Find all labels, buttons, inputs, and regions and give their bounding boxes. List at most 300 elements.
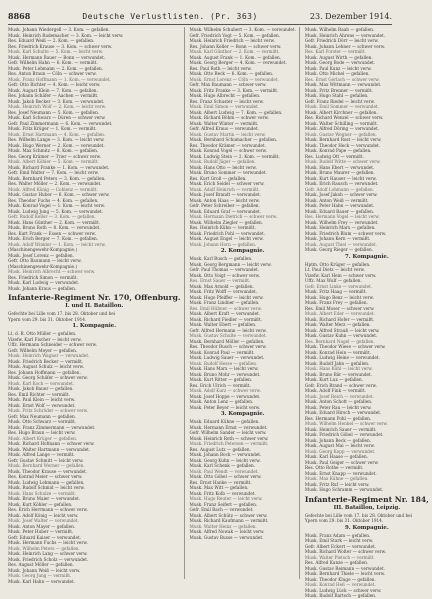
publication-title: Deutsche Verlustlisten. (Pr. 363) (82, 11, 258, 21)
entry-line: Musk. Franz Lindner — gefallen. (189, 300, 260, 305)
entry-line: Musk. Konrad Pape — gefallen. (304, 148, 372, 153)
entry-line: Gefr. Friedrich Vogt — 5. Kom. — gefallen. (189, 32, 281, 38)
entry-line: Musk. Anton Lenz — gefallen. (189, 399, 254, 404)
entry-line: Musk. Hans Günther — 2. Kom. — vermißt. (8, 219, 101, 225)
entry-line: Musk. Paul Kunz — leicht verw. (304, 65, 372, 71)
entry-line: Musk. Emil Simon — verwundet. (189, 104, 260, 109)
entry-line: Musk. Walter Merz — gefallen. (304, 322, 371, 327)
entry-line: Musk. Heinrich Albrecht — schwer verw. (8, 269, 96, 274)
entry-line: Musk. Hugo Pfeiffer — leicht verw. (189, 294, 264, 300)
entry-line: Musk. Heinrich Rademacher — 3. Kom. — leicht verw. (8, 32, 124, 38)
column-1-lines-bottom (8, 331, 181, 584)
entry-line: Musk. Georg Jung — vermißt. (8, 573, 72, 578)
column-1-lines-top (8, 27, 181, 291)
column-3-lines-mid (305, 262, 429, 493)
entry-line: Musk. Alfred Lange — vermißt. (8, 452, 75, 457)
entry-line: Musk. Bruno Sommer — verwundet. (189, 170, 267, 175)
entry-line: Musk. Fritz Ruf — leicht verw. (304, 481, 370, 487)
entry-line: Musk. Karl Busch — gefallen. (189, 256, 253, 261)
entry-line: Musk. Alfred Döring — verwundet. (304, 126, 380, 131)
entry-line: Musk. Hugo Stahl — gefallen. (304, 93, 369, 98)
entry-line: Musk. Kurt Köhler — gefallen. (8, 501, 73, 507)
entry-line: Musk. Otto Beck — 6. Kom. — gefallen. (189, 71, 274, 76)
entry-line: Musk. Wilhelm Schubert — 3. Kom. — verwundet. (189, 27, 296, 32)
entry-line: Res. Wilhelm Lange — 3. Kom. — leicht verw. (8, 137, 105, 142)
entry-line: Musk. Paul Wendt — verwundet. (189, 468, 259, 474)
entry-line: Musk. Paul Klein — leicht verw. (8, 397, 76, 402)
issue-date: 23. Dezember 1914. (309, 11, 392, 21)
entry-line: Musk. Richard Böhm — schwer verw. (189, 115, 269, 120)
entry-line: Musk. Walter Schilling — vermißt. (304, 120, 378, 126)
entry-line: Musk. Eduard Graf — verwundet. (189, 208, 262, 214)
entry-line: Musk. Erich Rausch — verwundet. (304, 181, 379, 186)
entry-line: Musk. Franz Adam — gefallen. (304, 532, 371, 538)
entry-line: Musk. Johann Kraus — gefallen. (8, 285, 77, 291)
entry-line: Musk. Peter Beyer — leicht verw. (189, 404, 261, 410)
entry-line: Musk. Georg Rieger — gefallen. (304, 247, 373, 252)
entry-line: Musk. Friedrich Becker — vermißt. (8, 358, 84, 364)
entry-line: Vizefw. Karl Fischer — leicht verw. (8, 336, 82, 342)
entry-line: Musk. Max Schmitz — 8. Kom. — gefallen. (8, 148, 99, 153)
entry-line: Musk. Johann Horn — gefallen. (189, 241, 257, 247)
entry-line: Res. Emil Richter — vermißt. (8, 391, 70, 397)
entry-line: Musk. Heinrich Friedrich — leicht verw. (189, 38, 275, 43)
entry-line: Musk. Friedrich Blum — schwer verw. (304, 230, 387, 236)
entry-line: Musk. Peter Rau — leicht verw. (304, 404, 372, 410)
entry-line: Musk. Adolf König — leicht verw. (8, 512, 79, 518)
entry-line: Ypern vom 29. bis 31. Oktober 1914. (304, 518, 384, 523)
entry-line: Musk. Paul Geiger — schwer verw. (304, 459, 379, 465)
entry-line: Musk. Alfred König — Coblenz — vermißt. (8, 186, 98, 192)
entry-line: Musk. Max Witt — gefallen. (189, 485, 249, 490)
entry-line: Gefr. Franz Riedel — leicht verw. (304, 98, 375, 104)
entry-line: Musk. August Frank — 1. Kom. — gefallen. (189, 54, 282, 60)
entry-line: Res. Emil Moser — schwer verw. (304, 305, 375, 311)
entry-line: Gefr. Friedrich Dörr — leicht verw. (304, 38, 379, 43)
entry-line: Musk. Anton Schott — gefallen. (304, 399, 373, 404)
entry-line: Musk. Rudolf Bartsch — gefallen. (304, 593, 377, 598)
entry-line: Musk. Georg Berger — 4. Kom. — verwundet. (189, 60, 287, 65)
entry-line: Musk. Franz Hoffmann — 1. Kom. — verwundet. (8, 76, 111, 82)
entry-line: Musk. Peter Lehmann — 2. Kom. — gefallen. (8, 65, 104, 71)
entry-line: Res. Richard Wenzel — schwer verw. (304, 115, 384, 120)
entry-line: Res. Theodor Krämer — verwundet. (189, 142, 266, 148)
entry-line: Musk. Johann Weiß — leicht verw. (8, 567, 81, 573)
entry-line: Musk. Hugo Werner — 2. Kom. — verwundet. (8, 142, 105, 148)
entry-line: Musk. Hans Marx — leicht verw. (189, 366, 259, 371)
entry-line: Vizefw. Karl Hein — schwer verw. (304, 272, 377, 278)
entry-line: Gefr. Emil Bach — verwundet. (189, 507, 254, 512)
entry-line: Musk. Friedrich Pohl — verwundet. (189, 230, 266, 236)
entry-line: Musk. Richard Fiedler — vermißt. (189, 316, 262, 322)
entry-line: Musk. Friedrich Petersen — vermißt. (189, 441, 269, 446)
entry-line: Musk. Richard Franke — 1. Kom. — verwundet. (8, 164, 110, 170)
entry-line: Musk. Walter Winter — vermißt. (189, 120, 259, 126)
entry-line: Musk. Hugo Schramm — verwundet. (304, 487, 384, 492)
entry-line: Musk. Karl Schenk — gefallen. (189, 463, 256, 468)
entry-line: Uffz. Hermann Schneider — schwer verw. (8, 342, 97, 347)
entry-line: Musk. Adolf Kurz — schwer verw. (189, 388, 261, 393)
entry-line: Musk. Eduard Bauer — gefallen. (304, 208, 375, 214)
entry-line: Musk. Peter Hahn — verwundet. (304, 203, 375, 208)
entry-line: Gefr. Wilhelm Hahn — 6. Kom. — vermißt. (8, 60, 98, 65)
entry-line: Musk. Fritz Brenner — vermißt. (304, 87, 373, 93)
entry-line: Res. August Lutz — gefallen. (189, 446, 251, 452)
regiment-heading-2: Infanterie-Regiment Nr. 184, (304, 494, 429, 504)
entry-line: Res. Karl Forster — vermißt. (304, 49, 366, 54)
page-number: 8868 (8, 11, 31, 21)
entry-line: Res. Erich Ulrich — vermißt. (189, 382, 251, 388)
entry-line: Musk. Gustav Busse — verwundet. (189, 534, 264, 540)
entry-line: Lt. Paul Dietz — leicht verw. (304, 267, 365, 272)
entry-line: Res. Theodor Busch — schwer verw. (189, 344, 267, 349)
entry-line: Musk. Ludwig Heine — verwundet. (304, 355, 380, 360)
entry-line: Musk. Walter Hartmann — verwundet. (8, 446, 91, 452)
entry-line: Res. Otto Rothe — vermißt. (304, 465, 364, 470)
entry-line: Musk. Max Arnold — gefallen. (189, 283, 254, 289)
entry-line: Musk. Bruno Mohr — verwundet. (189, 371, 261, 377)
entry-line: Musk. Johann Lehner — schwer verw. (304, 43, 386, 49)
entry-line: Musk. Karl Haase — gefallen. (304, 454, 369, 459)
entry-line: Musk. Heinrich Ahrens — verwundet. (304, 32, 386, 38)
entry-line: Musk. Alfred Nowak — leicht verw. (189, 529, 265, 534)
entry-line: Musk. Josef Jakob — schwer verw. (304, 192, 378, 197)
entry-line: Musk. Friedrich Göbel — verwundet. (304, 432, 384, 437)
entry-line: Musk. Walter Pietsch — vermißt. (304, 554, 375, 560)
entry-line: Gefr. Emil Walter — 7. Kom. — leicht verw. (8, 170, 99, 175)
entry-line: Musk. Ludwig Sauer — verwundet. (189, 355, 265, 360)
entry-line: Res. Emil Hübner — schwer verw. (189, 305, 262, 311)
entry-line: Musk. Otto Schwarz — vermißt. (8, 419, 76, 424)
entry-line: Musk. Wilhelm Ziegler — gefallen. (189, 219, 264, 225)
entry-line: Res. Kurt Frank — Essen — schwer verw. (8, 230, 96, 236)
entry-line: Musk. Eduard Kühne — gefallen. (189, 419, 260, 424)
entry-line: Musk. Wilhelm Peters — gefallen. (8, 545, 80, 551)
entry-line: Gefr. Otto Baumann — leicht verw. (8, 258, 82, 263)
entry-line: Musk. Bernhard Möller — gefallen. (189, 338, 265, 344)
entry-line: Res. Erich Herrmann — schwer verw. (8, 507, 88, 512)
entry-line: Musk. Albert Krüger — gefallen. (8, 435, 78, 441)
entry-line: Res. Theodor Fuchs — 4. Kom. — gefallen. (8, 197, 99, 203)
entry-line: Musk. Albert Köhler — 5. Kom. — vermißt. (8, 159, 99, 164)
entry-line: Lt. d. R. Otto Müller — gefallen. (8, 331, 77, 336)
entry-line: Gefr. Peter Schreiber — gefallen. (189, 203, 260, 208)
entry-line: Musk. Kurt Hauser — leicht verw. (304, 175, 377, 181)
entry-line: Res. Anton Braun — Cöln — schwer verw. (8, 71, 97, 76)
entry-line: Musk. Friedrich Scholz — verwundet. (8, 556, 89, 562)
entry-line: Res. Josef Neumann — 5. Kom. — gefallen. (8, 109, 100, 115)
entry-line: Musk. Theodor Wiese — schwer verw. (304, 344, 386, 349)
entry-line: Gefr. Otto Richter — 4. Kom. — leicht verw. (8, 82, 101, 87)
entry-line: Musk. Johann Wiedergell — 3. Kom. — gefallen. (8, 27, 110, 32)
regiment-intro (8, 311, 181, 322)
entry-line: Musk. Georg Bergmann — leicht verw. (189, 261, 272, 267)
entry-line: Musk. Bruno Maurer — gefallen. (304, 170, 375, 175)
entry-line: Musk. Josef Hoppe — verwundet. (189, 393, 261, 399)
entry-line: Musk. Fritz Kolb — verwundet. (189, 490, 256, 496)
entry-line: Musk. Bernhard Rost — leicht verw. (304, 137, 382, 142)
entry-line: Musk. Otto Michel — gefallen. (304, 71, 370, 76)
column-3 (304, 27, 432, 598)
regiment-heading: Infanterie-Regiment Nr. 170, Offenburg. (8, 293, 181, 302)
entry-line: Musk. Richard Hofer — vermißt. (304, 316, 375, 322)
entry-line: Musk. Erich Seidel — schwer verw. (189, 181, 265, 186)
entry-line: Musk. Hans Kühl — leicht verw. (304, 366, 373, 371)
entry-line: Musk. Heinrich Wolf — 2. Kom. — leicht verw. (8, 104, 106, 109)
entry-line: Musk. Ernst Lorenz — Cöln — verwundet. (189, 76, 279, 82)
entry-line: Musk. Karl Hahn — verwundet. (8, 578, 76, 584)
entry-line: Musk. Gustav Huber — 6. Kom. — schwer verw. (8, 192, 110, 197)
entry-line: Musk. Anton Mayer — gefallen. (8, 523, 76, 529)
entry-line: Res. Ernst Sauer — vermißt. (189, 278, 251, 283)
entry-line: Res. Bernhard Nagel — gefallen. (304, 338, 375, 344)
entry-line: Res. August Möller — gefallen. (8, 562, 74, 567)
entry-line: Musk. Gustav Wegner — gefallen. (304, 131, 377, 137)
entry-line: Musk. Bruno Roth — 8. Kom. — verwundet. (8, 225, 101, 230)
entry-line: Musk. Karl Koch — verwundet. (8, 380, 75, 386)
entry-line: Res. Eduard Weiß — 2. Kom. — gefallen. (8, 38, 95, 43)
entry-line: Musk. August Thiel — verwundet. (304, 241, 377, 247)
entry-line: Musk. Bernhard Schumacher — gefallen. (189, 137, 278, 142)
section-label: 7. Kompagnie. (345, 253, 389, 260)
column-2 (190, 27, 300, 579)
entry-line: Musk. Theodor Kluge — gefallen. (304, 576, 376, 582)
entry-line: Musk. Konrad Paul — vermißt. (189, 349, 255, 355)
entry-line: Musk. Anton Haas — leicht verw. (189, 197, 260, 203)
entry-line: Musk. Georg Kuhn — leicht verw. (189, 457, 261, 463)
entry-line: Musk. Wilhelm Henkel — schwer verw. (304, 421, 388, 426)
entry-line: Musk. Josef Walter — verwundet. (8, 518, 79, 523)
entry-line: (Maschinengewehr-Kompagnie.) (8, 247, 77, 252)
entry-line: Musk. August Schulz — leicht verw. (8, 364, 85, 369)
entry-line: Musk. Eduard Hirsch — verwundet. (304, 410, 382, 415)
entry-line: Musk. Konrad Hein — vermißt. (304, 349, 371, 355)
entry-line: Musk. Alfred Strauß — leicht verw. (304, 327, 380, 333)
entry-line: Res. Johann Schäfer — Aachen — vermißt. (8, 93, 99, 98)
entry-line: Musk. Fritz Franke — 3. Kom. — vermißt. (189, 87, 279, 93)
entry-line: Musk. Kurt Ritter — gefallen. (189, 377, 253, 382)
entry-line: Musk. Rudolf Witte — schwer verw. (304, 159, 381, 164)
entry-line: Musk. Otto Voigt — schwer verw. (189, 272, 261, 278)
entry-line: Musk. Gustav Martin — leicht verw. (189, 131, 266, 137)
entry-line: Gefr. Rudolf Keller — 3. Kom. — gefallen. (8, 214, 96, 219)
entry-line: Res. Friedrich Krause — 3. Kom. — schwer verw. (8, 43, 113, 49)
entry-line: Musk. Ludwig Lück — schwer verw. (304, 587, 382, 593)
entry-line: Musk. Hugo Albrecht — gefallen. (189, 93, 261, 98)
entry-line: Gefr. Eduard Kaiser — verwundet. (8, 534, 81, 540)
entry-line: Musk. Hermann Ernst — verwundet. (189, 424, 268, 430)
entry-line: Musk. Franz Zimmermann — verwundet. (8, 424, 96, 430)
column-2-lines-top (190, 27, 296, 247)
entry-line: Musk. Fritz Haag — vermißt. (304, 289, 367, 294)
entry-line: Musk. Jakob Bauer — gefallen. (8, 386, 74, 391)
entry-line: Musk. Bruno Bär — verwundet. (304, 371, 372, 377)
entry-line: Hptm. Otto Krüger — gefallen. (304, 261, 371, 267)
column-3-lines-top (305, 27, 429, 253)
entry-line: Res. Ernst Hanke — vermißt. (189, 479, 252, 485)
regiment-intro-2 (305, 513, 429, 524)
entry-line: Musk. Ludwig Jung — 5. Kom. — verwundet. (8, 208, 104, 214)
entry-line: Res. Johann Hoffmann — gefallen. (8, 369, 81, 375)
entry-line: Musk. Hans Schulze — vermißt. (8, 490, 77, 496)
section-label: 1. Kompagnie. (72, 323, 117, 329)
entry-line: Ypern vom 29. bis 31. Oktober 1914. (8, 316, 87, 322)
entry-line: Musk. Josef Reich — verwundet. (304, 393, 374, 399)
entry-line: Musk. Heinrich Sauer — vermißt. (304, 426, 377, 432)
entry-line: Musk. Hans Otto — leicht verw. (189, 164, 257, 170)
entry-line: Musk. Albert Kirchner — gefallen. (304, 109, 378, 115)
entry-line: Res. Ludwig Ott — vermißt. (304, 153, 365, 159)
entry-line: Musk. Ludwig Lehmann — gefallen. (8, 479, 85, 485)
entry-line: Musk. Bernhard Thiele — leicht verw. (304, 571, 386, 576)
entry-line: Musk. Albert Schütz — schwer verw. (189, 512, 268, 518)
entry-line: Res. Johann Keller — Bonn — schwer verw. (189, 43, 282, 49)
entry-line: Musk. Richard Wolter — schwer verw. (304, 549, 387, 554)
regiment-subtitle: I. und II. Bataillon. (65, 303, 124, 309)
entry-line: Res. Hermann Vogel — leicht verw. (304, 214, 380, 219)
section-label: 2. Kompagnie. (220, 248, 265, 254)
entry-line: Musk. Gustav Reimann — verwundet. (304, 565, 385, 571)
entry-line: Musk. Hans Ebert — verwundet. (304, 164, 375, 170)
entry-line: Musk. Heinrich Lang — schwer verw. (8, 551, 88, 556)
entry-line: Musk. Max Kühne — gefallen. (304, 476, 369, 481)
entry-line: Musk. Erich Berger — 7. Kom. — gefallen. (8, 236, 99, 241)
entry-line: Gefr. Erich Brand — schwer verw. (304, 382, 377, 388)
entry-line: Musk. Fritz Krüger — 1. Kom. — vermißt. (8, 126, 97, 131)
entry-line: Musk. Rudolf Jahn — gefallen. (304, 360, 370, 366)
entry-line: Musk. Walter Heinz — gefallen. (189, 523, 257, 529)
entry-line: Gefr. Wilhelm Sander — leicht verw. (189, 430, 267, 435)
entry-line: Res. Georg Krämer — Trier — schwer verw. (8, 153, 102, 159)
entry-line: Musk. Johann Beck — gefallen. (304, 437, 372, 443)
entry-line: Musk. August Engel — leicht verw. (189, 236, 264, 241)
entry-line: Musk. Hugo Reuter — leicht verw. (189, 496, 263, 501)
entry-line: Musk. Rudolf Hesse — gefallen. (189, 360, 258, 366)
entry-line: Musk. Albert Kraft — verwundet. (189, 311, 261, 316)
columns (8, 27, 429, 598)
entry-line: Res. Hugo Braun — leicht verw. (8, 430, 76, 435)
entry-line: Musk. Albert Ludwig — 7. Kom. — gefallen. (189, 109, 283, 115)
entry-line: Res. Walter Möller — 2. Kom. — verwundet. (8, 181, 102, 186)
entry-line: Musk. Hermann Bauer — Bonn — verwundet. (8, 54, 106, 60)
column-1 (8, 27, 185, 584)
column-3-lines-bottom (305, 533, 429, 599)
entry-line: Musk. Rudolf Schmid — leicht verw. (8, 485, 85, 490)
entry-line: Res. Heinrich Kühn — vermißt. (189, 225, 256, 230)
entry-line: Musk. Hugo Benz — leicht verw. (304, 294, 374, 300)
section-label: 9. Kompagnie. (345, 524, 389, 531)
entry-line: Musk. Rudolf Jäger — gefallen. (189, 159, 256, 164)
entry-line: Musk. Fritz Schröder — schwer verw. (8, 408, 89, 413)
entry-line: Res. Friedrich Simon — vermißt. (8, 274, 78, 280)
entry-line: Musk. Fritz Wolff — verwundet. (189, 289, 258, 294)
section-label: 3. Kompagnie. (220, 411, 265, 417)
entry-line: Gefr. Max Baumann — schwer verw. (189, 82, 267, 87)
entry-line: Musk. Anton Weiß — vermißt. (304, 197, 369, 203)
entry-line: Musk. Adolf Heinrich — vermißt. (189, 186, 260, 192)
entry-line: Gefechte bei Lille vom 17. bis 28. Oktober und bei (8, 311, 116, 316)
entry-line: Musk. Adolf Winkler — 1. Kom. — leicht verw. (8, 241, 106, 247)
entry-line: Musk. August Klein — 7. Kom. — gefallen. (8, 87, 98, 93)
entry-line: Musk. Heinrich Wagner — verwundet. (8, 353, 90, 358)
entry-line: Res. Paul Roth — leicht verw. (189, 65, 252, 71)
entry-line: Gefechte bei Lille vom 17. bis 28. Oktober und bei (304, 512, 412, 518)
entry-line: Gefr. Adolf Lohmann — gefallen. (304, 186, 375, 192)
page-header (8, 10, 392, 22)
entry-line: Musk. Ernst Knapp — verwundet. (304, 470, 377, 476)
entry-line: Gefr. Alfred Kraus — verwundet. (189, 126, 259, 131)
entry-line: Uffz. Max Wulf — gefallen. (304, 278, 362, 283)
entry-line: Musk. Karl Schwarz — Düren — schwer verw. (8, 115, 106, 120)
entry-line: Musk. Richard Hofmann — schwer verw. (8, 441, 95, 446)
entry-line: Musk. Konrad Vogel — schwer verw. (189, 148, 267, 153)
entry-line: Musk. Adolf Fink — vermißt. (304, 388, 366, 393)
entry-line: Musk. Wilhelm Frey — verwundet. (304, 219, 379, 225)
entry-line: Musk. Josef Brandt — verwundet. (189, 192, 262, 197)
entry-line: Musk. Theodor Heck — verwundet. (304, 142, 381, 148)
entry-line: Musk. Bernhard Peters — 3. Kom. — gefallen. (8, 175, 106, 181)
entry-line: Musk. Georg Schäfer — schwer verw. (8, 375, 88, 380)
entry-line: Gefr. Wilhelm Meyer — gefallen. (8, 347, 78, 353)
entry-line: Musk. Ludwig Stein — 2. Kom. — vermißt. (189, 153, 280, 159)
entry-line: Musk. Johann Bock — verwundet. (189, 452, 262, 457)
entry-line: Res. Franz Schuster — leicht verw. (189, 98, 264, 104)
entry-line: Musk. Franz Seifert — gefallen. (189, 501, 258, 507)
entry-line: Musk. Bruno Maier — verwundet. (8, 496, 81, 501)
entry-line: Gefr. Max Neumann — gefallen. (8, 413, 76, 419)
entry-line: Musk. Gustav Kuhn — verwundet. (304, 333, 378, 338)
entry-line: Musk. Ernst Wolf — verwundet. (8, 402, 76, 408)
entry-line: Musk. Konrad Heß — verwundet. (304, 582, 376, 587)
entry-line: Musk. Otto Göbel — schwer verw. (189, 474, 262, 479)
column-2-lines-mid (190, 256, 296, 410)
entry-line: Gefr. Albert Eckert — verwundet. (304, 543, 376, 549)
regiment-subtitle-2: III. Bataillon, Leipzig. (333, 504, 401, 511)
entry-line: Musk. Karl Schulte — 5. Kom. — leicht verw. (8, 49, 104, 54)
entry-line: Musk. Johann Kern — vermißt. (304, 236, 371, 241)
entry-line: Musk. Josef Lorenz — gefallen. (8, 252, 74, 258)
entry-line: Res. Konrad Meier — schwer verw. (8, 474, 83, 479)
entry-line: Gefr. Paul Zimmermann — 6. Kom. — verwundet. (8, 120, 113, 126)
entry-line: Musk. Theodor Krause — verwundet. (8, 468, 88, 474)
entry-line: Gefr. Alfred Hermann — leicht verw. (189, 327, 267, 333)
entry-line: Musk. Heinrich Roth — schwer verw. (189, 435, 269, 441)
entry-line: Musk. Bernhard Werner — gefallen. (8, 463, 85, 468)
entry-line: Gefr. Ernst Linke — verwundet. (304, 283, 373, 289)
entry-line: Musk. Georg Kopp — verwundet. (304, 448, 376, 454)
entry-line: Musk. Ernst Hartmann — 4. Kom. — gefallen. (8, 131, 106, 137)
entry-line: Musk. Karl Günther — 2. Kom. — vermißt. (189, 49, 280, 54)
entry-line: Res. Kurt Groß — gefallen. (189, 175, 247, 181)
entry-line: Musk. Max Wittmann — verwundet. (304, 82, 382, 87)
entry-line: Musk. Peter Huber — vermißt. (8, 529, 74, 534)
entry-line: Musk. Wilhelm Raab — gefallen. (304, 27, 375, 32)
entry-line: Musk. Georg Bode — verwundet. (304, 60, 376, 65)
entry-line: Musk. Heinrich Marx — gefallen. (304, 225, 376, 230)
entry-line: Musk. Franz Frey — gefallen. (304, 300, 368, 305)
entry-line: Musk. Walter Ebert — gefallen. (189, 322, 257, 327)
entry-line: Musk. Emil Stark — leicht verw. (304, 538, 374, 543)
entry-line: Musk. Hermann Fuchs — leicht verw. (8, 540, 88, 545)
entry-line: Gefr. Gustav Schmitt — leicht verw. (8, 457, 84, 463)
entry-line: Res. Alfred Kunze — gefallen. (304, 560, 369, 565)
entry-line: Musk. August Mai — leicht verw. (304, 443, 375, 448)
entry-line: Musk. Richard Kaufmann — vermißt. (189, 518, 269, 523)
column-2-lines-bottom (190, 419, 296, 540)
entry-line: Musk. Gustav Schulte — verwundet. (189, 333, 267, 338)
entry-line: Musk. Albert Eder — verwundet. (304, 311, 375, 316)
entry-line: Musk. Karl Ludwig — verwundet. (8, 280, 80, 285)
